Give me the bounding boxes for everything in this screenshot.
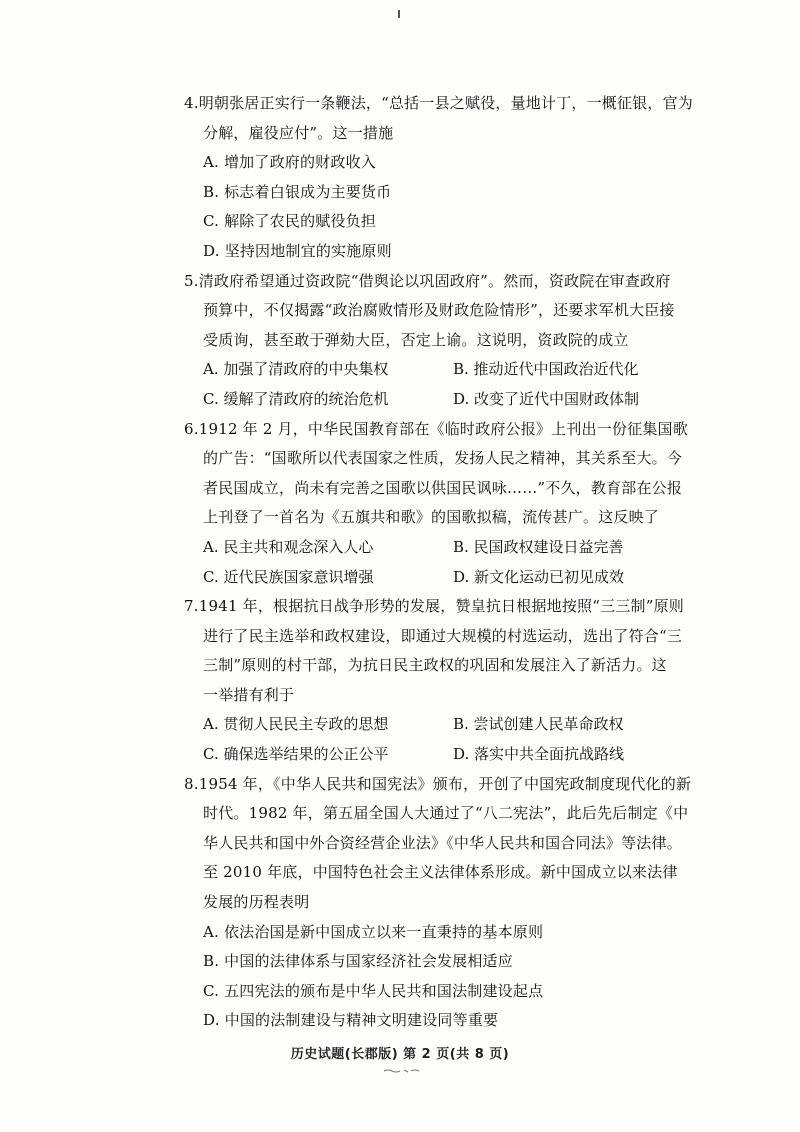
top-mark xyxy=(398,10,400,18)
question-7-options-row xyxy=(184,710,704,740)
question-5-stem-line: 预算中，不仅揭露“政治腐败情形及财政危险情形”，还要求军机大臣接 xyxy=(203,301,675,320)
question-4-option-b: B. 标志着白银成为主要货币 xyxy=(203,182,392,201)
question-5-option-a: A. 加强了清政府的中央集权 xyxy=(203,360,389,379)
page-footer: 历史试题(长郡版) 第 2 页(共 8 页) xyxy=(290,1047,510,1062)
question-7-stem-line: 进行了民主选举和政权建设，即通过大规模的村选运动，选出了符合“三 xyxy=(203,626,683,645)
question-5-stem-line: 5.清政府希望通过资政院“借舆论以巩固政府”。然而，资政院在审查政府 xyxy=(184,271,671,290)
question-6 xyxy=(184,415,704,593)
question-5-stem-line: 受质询，甚至敢于弹劾大臣，否定上谕。这说明，资政院的成立 xyxy=(203,330,629,349)
question-6-stem-line: 的广告：“国歌所以代表国家之性质，发扬人民之精神，其关系至大。今 xyxy=(203,449,683,468)
question-4-option-a: A. 增加了政府的财政收入 xyxy=(203,153,376,172)
question-7-stem-line: 三制”原则的村干部，为抗日民主政权的巩固和发展注入了新活力。这 xyxy=(203,656,667,675)
question-7-options-row xyxy=(184,740,704,770)
question-7-stem-line: 7.1941 年，根据抗日战争形势的发展，赞皇抗日根据地按照“三三制”原则 xyxy=(184,597,684,616)
question-6-stem-line: 上刊登了一首名为《五旗共和歌》的国歌拟稿，流传甚广。这反映了 xyxy=(203,508,660,527)
scanner-mark xyxy=(382,1068,422,1074)
question-8-option-b: B. 中国的法律体系与国家经济社会发展相适应 xyxy=(203,952,513,971)
question-7-option-b: B. 尝试创建人民革命政权 xyxy=(453,715,624,734)
question-8-option-d: D. 中国的法制建设与精神文明建设同等重要 xyxy=(203,1011,499,1030)
question-7-option-c: C. 确保选举结果的公正公平 xyxy=(203,745,389,764)
question-5-option-d: D. 改变了近代中国财政体制 xyxy=(453,389,640,408)
question-8-stem-line: 至 2010 年底，中国特色社会主义法律体系形成。新中国成立以来法律 xyxy=(203,863,678,882)
question-8-option-a: A. 依法治国是新中国成立以来一直秉持的基本原则 xyxy=(203,922,544,941)
question-8-option-c: C. 五四宪法的颁布是中华人民共和国法制建设起点 xyxy=(203,981,544,1000)
question-4-option-c: C. 解除了农民的赋役负担 xyxy=(203,212,377,231)
question-5 xyxy=(184,267,704,415)
question-7-option-a: A. 贯彻人民民主专政的思想 xyxy=(203,715,389,734)
question-5-option-c: C. 缓解了清政府的统治危机 xyxy=(203,389,389,408)
question-8-stem-line: 时代。1982 年，第五届全国人大通过了“八二宪法”，此后先后制定《中 xyxy=(203,804,689,823)
question-4-stem-line: 分解，雇役应付”。这一措施 xyxy=(203,123,394,142)
question-6-stem-line: 者民国成立，尚未有完善之国歌以供国民讽咏……”不久，教育部在公报 xyxy=(203,478,683,497)
question-6-option-b: B. 民国政权建设日益完善 xyxy=(453,537,624,556)
question-6-option-d: D. 新文化运动已初见成效 xyxy=(453,567,625,586)
question-5-options-row xyxy=(184,355,704,385)
question-5-option-b: B. 推动近代中国政治近代化 xyxy=(453,360,639,379)
question-6-options-row xyxy=(184,533,704,563)
question-4-option-d: D. 坚持因地制宜的实施原则 xyxy=(203,241,392,260)
question-8-stem-line: 华人民共和国中外合资经营企业法》《中华人民共和国合同法》等法律。 xyxy=(203,833,682,852)
question-8 xyxy=(184,770,704,1036)
question-list xyxy=(184,89,704,1036)
question-6-options-row xyxy=(184,563,704,593)
question-7-stem-line: 一举措有利于 xyxy=(203,685,295,704)
question-5-options-row xyxy=(184,385,704,415)
question-4-stem-line: 4.明朝张居正实行一条鞭法，“总括一县之赋役，量地计丁，一概征银，官为 xyxy=(184,94,693,112)
question-8-stem-line: 8.1954 年，《中华人民共和国宪法》颁布，开创了中国宪政制度现代化的新 xyxy=(184,774,692,793)
question-7-option-d: D. 落实中共全面抗战路线 xyxy=(453,745,625,764)
question-6-option-a: A. 民主共和观念深入人心 xyxy=(203,537,374,556)
question-6-option-c: C. 近代民族国家意识增强 xyxy=(203,567,374,586)
question-4 xyxy=(184,89,704,267)
question-6-stem-line: 6.1912 年 2 月，中华民国教育部在《临时政府公报》上刊出一份征集国歌 xyxy=(184,419,688,438)
question-8-stem-line: 发展的历程表明 xyxy=(203,893,310,912)
question-7 xyxy=(184,592,704,770)
